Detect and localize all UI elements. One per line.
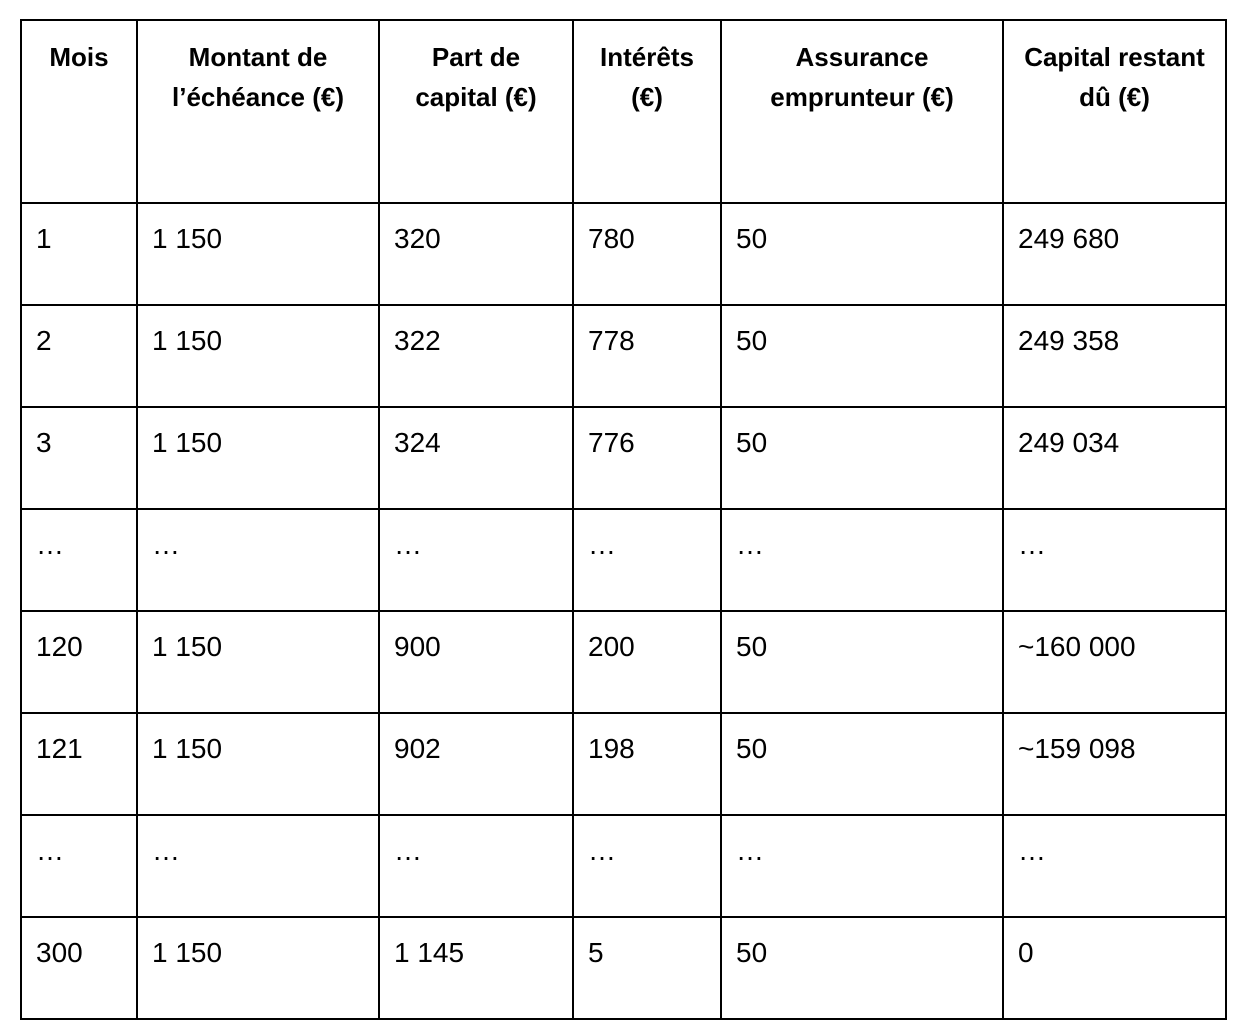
table-header <box>21 20 1226 203</box>
header-row <box>21 20 1226 203</box>
cell-montant: 1 150 <box>137 203 379 305</box>
cell-mois: 3 <box>21 407 137 509</box>
cell-capital: … <box>379 815 573 917</box>
cell-assurance: … <box>721 509 1003 611</box>
cell-restant: ~159 098 <box>1003 713 1226 815</box>
header-montant-echeance: Montant de l’échéance (€) <box>137 20 379 203</box>
cell-restant: ~160 000 <box>1003 611 1226 713</box>
cell-restant: 249 034 <box>1003 407 1226 509</box>
table-row <box>21 203 1226 305</box>
cell-restant: … <box>1003 509 1226 611</box>
cell-assurance: … <box>721 815 1003 917</box>
cell-capital: 902 <box>379 713 573 815</box>
cell-restant: 249 358 <box>1003 305 1226 407</box>
cell-interets: 200 <box>573 611 721 713</box>
cell-interets: … <box>573 815 721 917</box>
cell-assurance: 50 <box>721 917 1003 1019</box>
header-part-capital: Part de capital (€) <box>379 20 573 203</box>
cell-restant: 0 <box>1003 917 1226 1019</box>
header-mois: Mois <box>21 20 137 203</box>
cell-montant: 1 150 <box>137 917 379 1019</box>
cell-capital: 1 145 <box>379 917 573 1019</box>
table-row <box>21 305 1226 407</box>
cell-capital: 322 <box>379 305 573 407</box>
cell-montant: … <box>137 815 379 917</box>
cell-mois: 300 <box>21 917 137 1019</box>
cell-mois: 1 <box>21 203 137 305</box>
cell-montant: 1 150 <box>137 713 379 815</box>
cell-montant: … <box>137 509 379 611</box>
cell-mois: 2 <box>21 305 137 407</box>
header-interets: Intérêts (€) <box>573 20 721 203</box>
cell-montant: 1 150 <box>137 305 379 407</box>
cell-assurance: 50 <box>721 203 1003 305</box>
cell-interets: 778 <box>573 305 721 407</box>
cell-montant: 1 150 <box>137 407 379 509</box>
table-row <box>21 509 1226 611</box>
cell-interets: 776 <box>573 407 721 509</box>
cell-capital: 324 <box>379 407 573 509</box>
table-body <box>21 203 1226 1019</box>
table-row <box>21 917 1226 1019</box>
table-row <box>21 815 1226 917</box>
header-capital-restant: Capital restant dû (€) <box>1003 20 1226 203</box>
cell-capital: 900 <box>379 611 573 713</box>
cell-restant: … <box>1003 815 1226 917</box>
table-row <box>21 713 1226 815</box>
cell-mois: 121 <box>21 713 137 815</box>
cell-interets: … <box>573 509 721 611</box>
table-row <box>21 407 1226 509</box>
cell-assurance: 50 <box>721 611 1003 713</box>
cell-assurance: 50 <box>721 305 1003 407</box>
table-row <box>21 611 1226 713</box>
cell-capital: 320 <box>379 203 573 305</box>
amortization-table <box>20 19 1227 1020</box>
cell-interets: 780 <box>573 203 721 305</box>
cell-assurance: 50 <box>721 713 1003 815</box>
cell-montant: 1 150 <box>137 611 379 713</box>
cell-assurance: 50 <box>721 407 1003 509</box>
cell-mois: … <box>21 815 137 917</box>
cell-mois: … <box>21 509 137 611</box>
cell-mois: 120 <box>21 611 137 713</box>
header-assurance: Assurance emprunteur (€) <box>721 20 1003 203</box>
cell-capital: … <box>379 509 573 611</box>
cell-interets: 198 <box>573 713 721 815</box>
cell-interets: 5 <box>573 917 721 1019</box>
cell-restant: 249 680 <box>1003 203 1226 305</box>
